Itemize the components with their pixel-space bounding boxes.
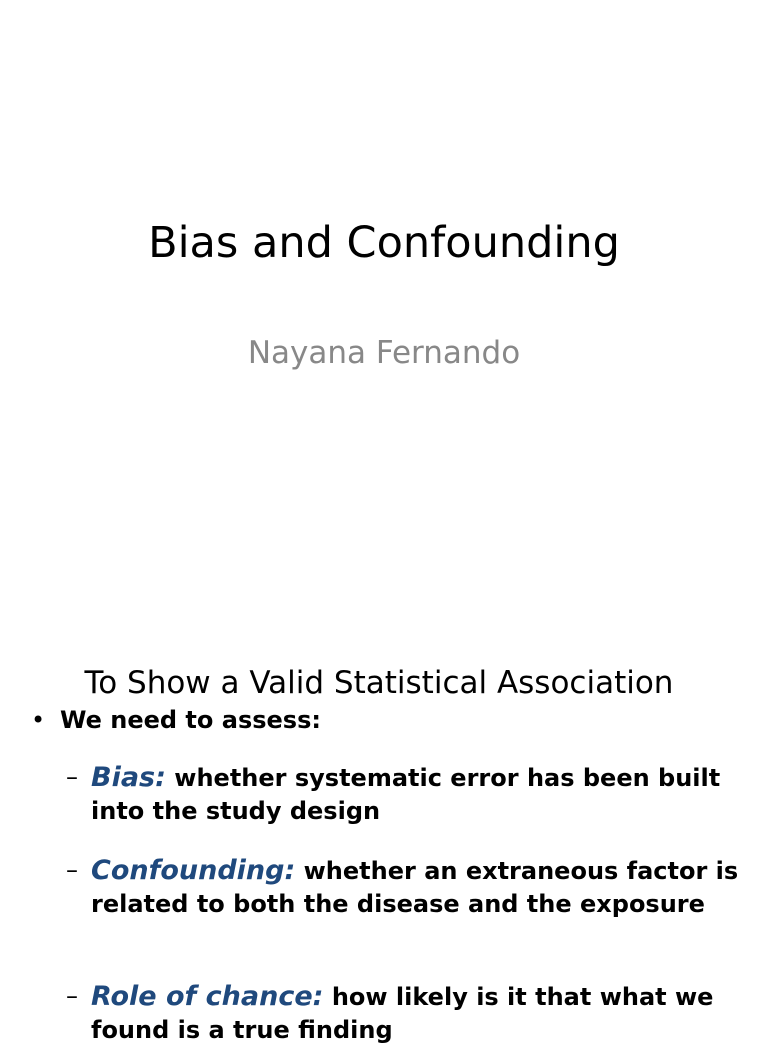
term-description: how likely is it that what we found is a true finding [91, 983, 714, 1044]
term-description: whether an extraneous factor is related to both the disease and the exposure [91, 857, 739, 918]
bullet-dot-icon: • [31, 706, 46, 734]
bullet-text: We need to assess: [60, 706, 321, 734]
sub-bullet-bias [66, 761, 756, 828]
sub-bullet-chance [66, 980, 756, 1047]
term-label: Bias: [91, 762, 166, 793]
content-slide-title: To Show a Valid Statistical Association [84, 665, 674, 701]
content-slide [0, 620, 768, 1044]
dash-icon: – [66, 856, 78, 884]
term-label: Role of chance: [91, 981, 324, 1012]
term-description: whether systematic error has been built into the study design [91, 764, 721, 825]
slide-title: Bias and Confounding [148, 218, 620, 268]
term-label: Confounding: [91, 855, 296, 886]
dash-icon: – [66, 982, 78, 1010]
bullet-item [31, 704, 321, 736]
dash-icon: – [66, 763, 78, 791]
slide-subtitle-author: Nayana Fernando [247, 335, 521, 371]
sub-bullet-confounding [66, 854, 756, 921]
